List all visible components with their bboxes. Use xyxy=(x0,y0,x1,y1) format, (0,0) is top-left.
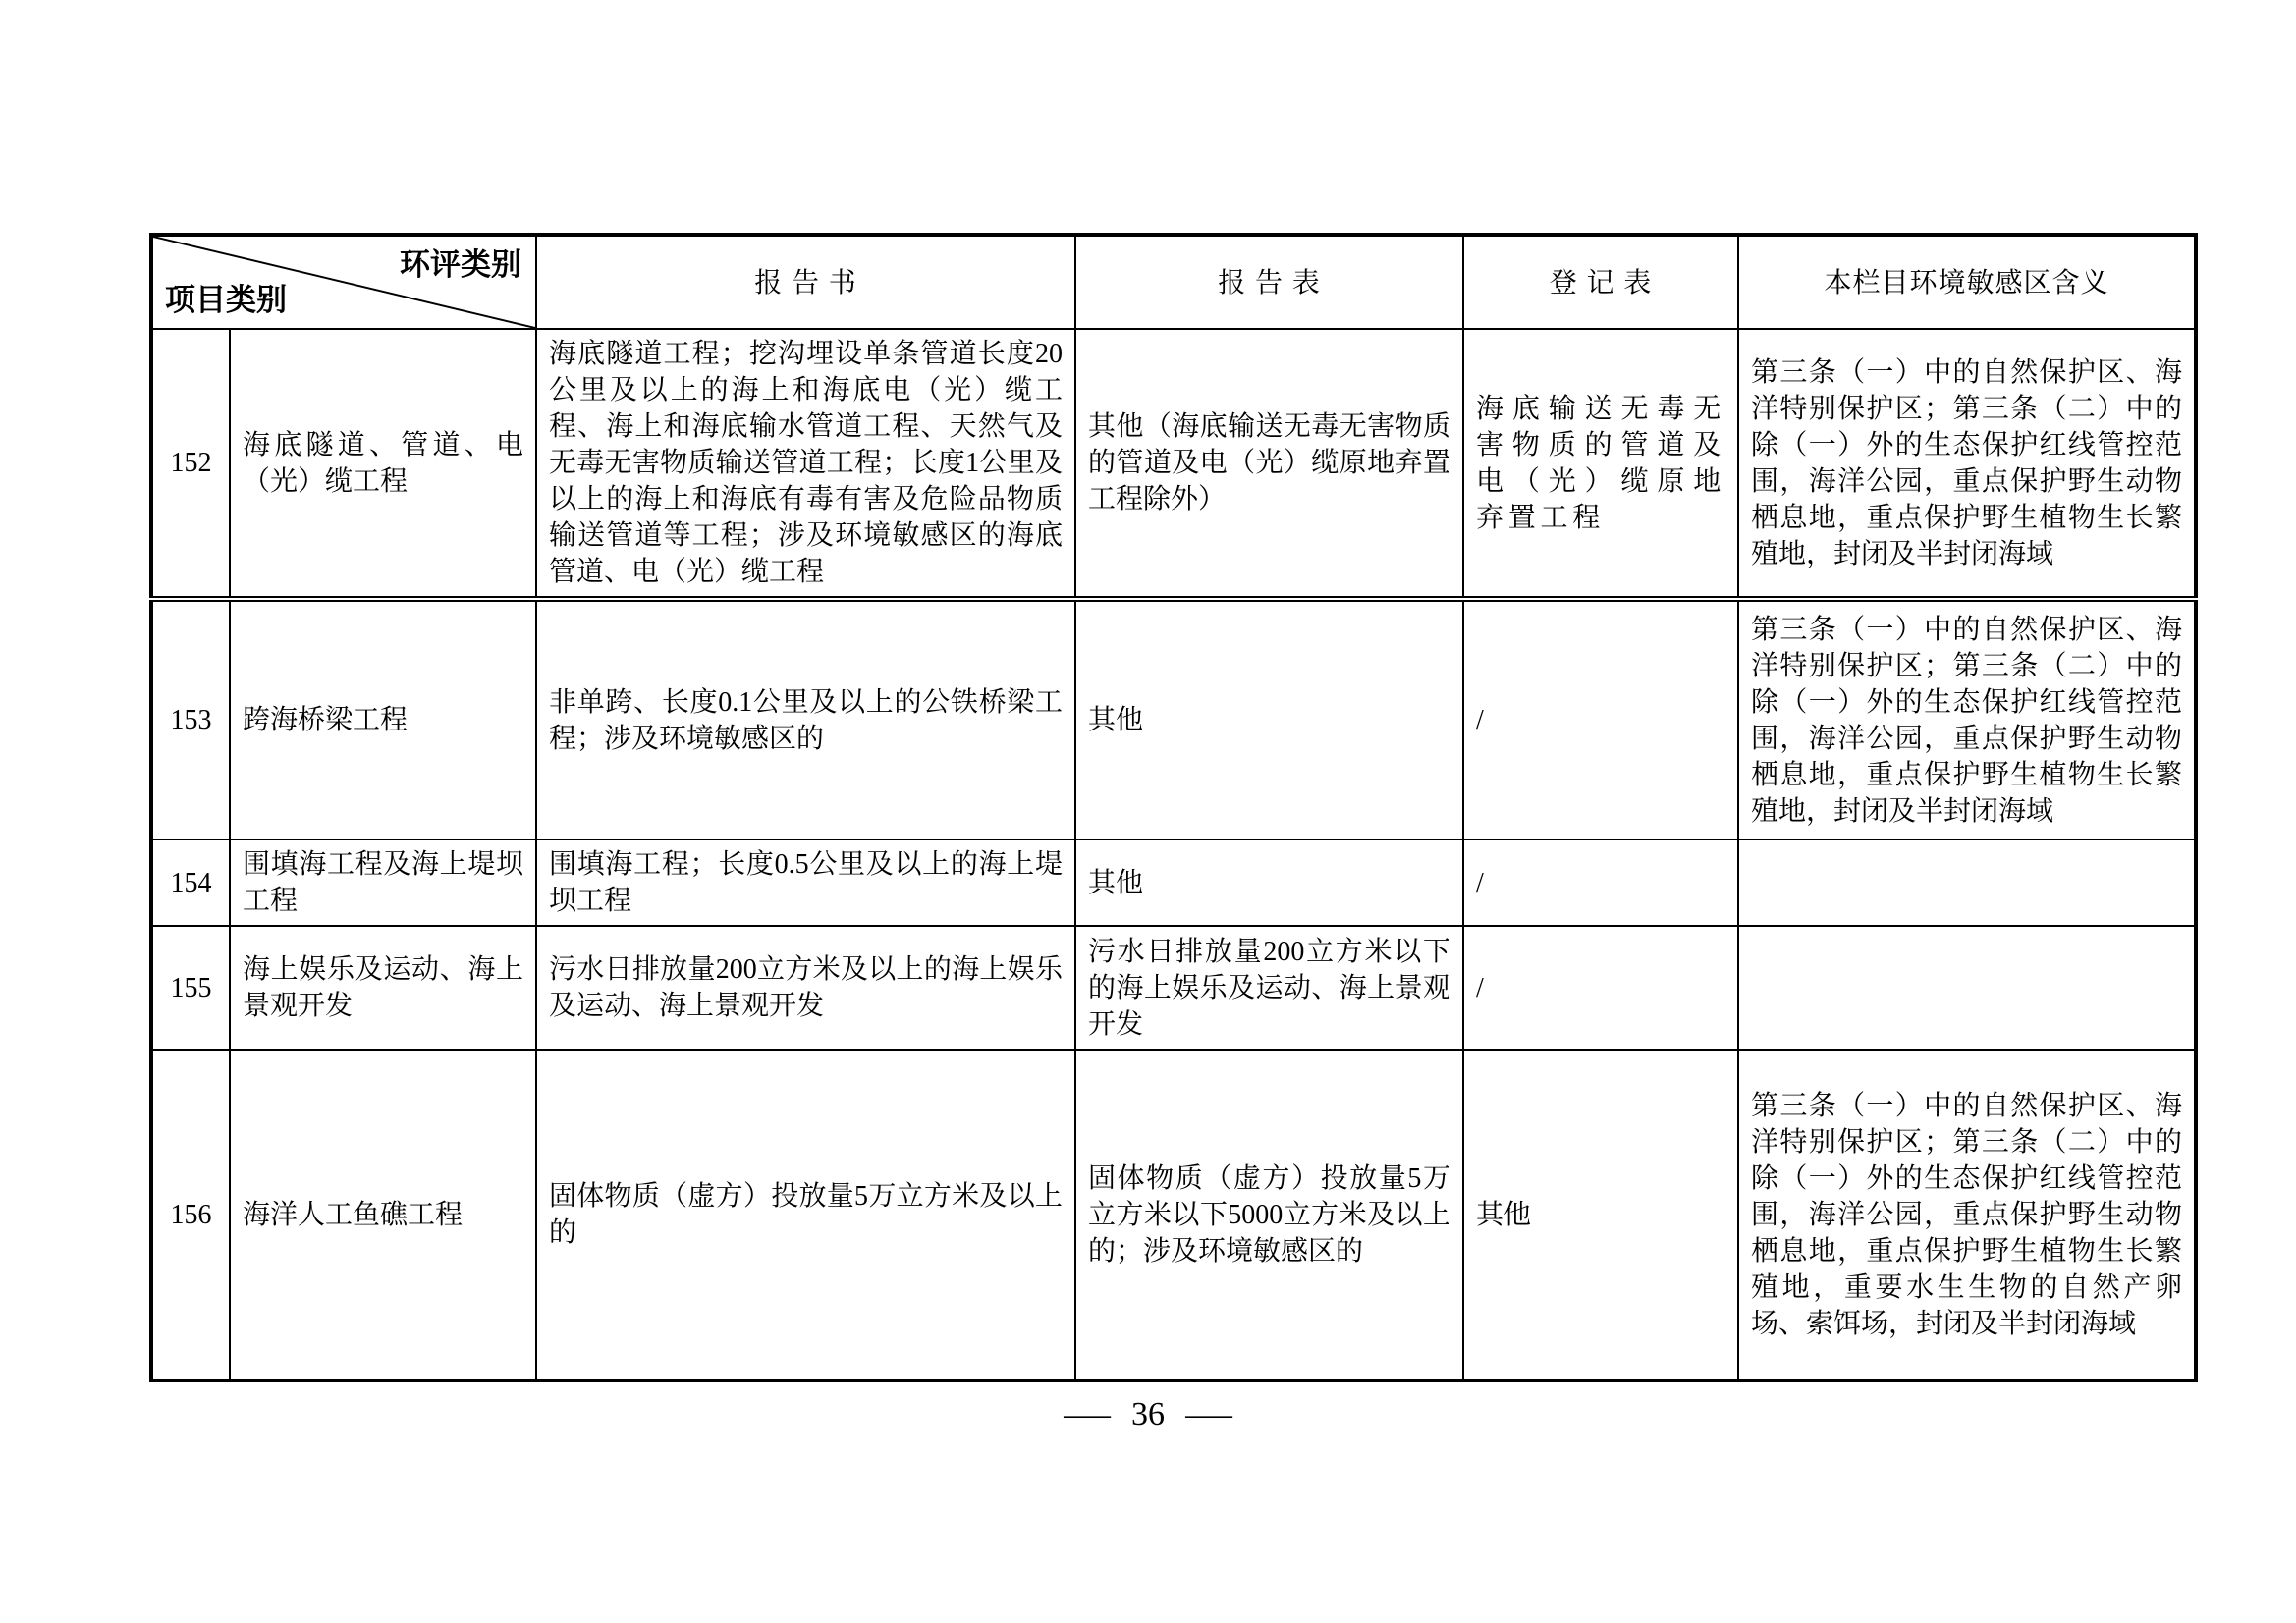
project-category-cell: 海底隧道、管道、电（光）缆工程 xyxy=(230,329,536,599)
row-number-cell: 153 xyxy=(151,599,230,839)
table-row-152 xyxy=(151,329,2196,599)
table-row-155 xyxy=(151,926,2196,1050)
project-category-cell: 围填海工程及海上堤坝工程 xyxy=(230,839,536,926)
report-book-cell: 固体物质（虚方）投放量5万立方米及以上的 xyxy=(536,1050,1075,1380)
header-report-form: 报 告 表 xyxy=(1075,235,1463,329)
footer-left-dash: — xyxy=(1064,1396,1111,1433)
page-number: 36 xyxy=(1131,1396,1165,1433)
sensitive-area-meaning-cell: 第三条（一）中的自然保护区、海洋特别保护区；第三条（二）中的除（一）外的生态保护红线管控范围，海洋公园，重点保护野生动物栖息地，重点保护野生植物生长繁殖地，封闭及半封闭海域 xyxy=(1738,329,2196,599)
sensitive-area-meaning-cell: 第三条（一）中的自然保护区、海洋特别保护区；第三条（二）中的除（一）外的生态保护红线管控范围，海洋公园，重点保护野生动物栖息地，重点保护野生植物生长繁殖地，重要水生生物的自然产卵场、索饵场，封闭及半封闭海域 xyxy=(1738,1050,2196,1380)
sensitive-area-meaning-cell xyxy=(1738,839,2196,926)
table-row-153 xyxy=(151,599,2196,839)
report-form-cell: 污水日排放量200立方米以下的海上娱乐及运动、海上景观开发 xyxy=(1075,926,1463,1050)
table-row-154 xyxy=(151,839,2196,926)
report-book-cell: 海底隧道工程；挖沟埋设单条管道长度20公里及以上的海上和海底电（光）缆工程、海上和海底输水管道工程、天然气及无毒无害物质输送管道工程；长度1公里及以上的海上和海底有毒有害及危险品物质输送管道等工程；涉及环境敏感区的海底管道、电（光）缆工程 xyxy=(536,329,1075,599)
page-footer xyxy=(0,1396,2296,1434)
row-number-cell: 155 xyxy=(151,926,230,1050)
registration-form-cell: 其他 xyxy=(1463,1050,1738,1380)
project-category-cell: 跨海桥梁工程 xyxy=(230,599,536,839)
registration-form-cell: / xyxy=(1463,599,1738,839)
report-book-cell: 污水日排放量200立方米及以上的海上娱乐及运动、海上景观开发 xyxy=(536,926,1075,1050)
registration-form-cell: / xyxy=(1463,926,1738,1050)
report-form-cell: 其他（海底输送无毒无害物质的管道及电（光）缆原地弃置工程除外） xyxy=(1075,329,1463,599)
registration-form-cell: 海底输送无毒无害物质的管道及电（光）缆原地弃置工程 xyxy=(1463,329,1738,599)
header-row xyxy=(151,235,2196,329)
report-book-cell: 围填海工程；长度0.5公里及以上的海上堤坝工程 xyxy=(536,839,1075,926)
sensitive-area-meaning-cell xyxy=(1738,926,2196,1050)
row-number-cell: 156 xyxy=(151,1050,230,1380)
row-number-cell: 154 xyxy=(151,839,230,926)
header-eia-category-label: 环评类别 xyxy=(400,247,521,282)
project-category-cell: 海洋人工鱼礁工程 xyxy=(230,1050,536,1380)
table-row-156 xyxy=(151,1050,2196,1380)
header-registration-form: 登 记 表 xyxy=(1463,235,1738,329)
sensitive-area-meaning-cell: 第三条（一）中的自然保护区、海洋特别保护区；第三条（二）中的除（一）外的生态保护红线管控范围，海洋公园，重点保护野生动物栖息地，重点保护野生植物生长繁殖地，封闭及半封闭海域 xyxy=(1738,599,2196,839)
footer-right-dash: — xyxy=(1185,1396,1232,1433)
header-report-book: 报 告 书 xyxy=(536,235,1075,329)
registration-form-cell: / xyxy=(1463,839,1738,926)
report-form-cell: 固体物质（虚方）投放量5万立方米以下5000立方米及以上的；涉及环境敏感区的 xyxy=(1075,1050,1463,1380)
header-project-category-label: 项目类别 xyxy=(165,283,287,317)
project-category-cell: 海上娱乐及运动、海上景观开发 xyxy=(230,926,536,1050)
row-number-cell: 152 xyxy=(151,329,230,599)
eia-category-table xyxy=(149,233,2198,1382)
header-sensitive-area-meaning: 本栏目环境敏感区含义 xyxy=(1738,235,2196,329)
report-form-cell: 其他 xyxy=(1075,839,1463,926)
diagonal-header-cell xyxy=(151,235,536,329)
report-form-cell: 其他 xyxy=(1075,599,1463,839)
report-book-cell: 非单跨、长度0.1公里及以上的公铁桥梁工程；涉及环境敏感区的 xyxy=(536,599,1075,839)
